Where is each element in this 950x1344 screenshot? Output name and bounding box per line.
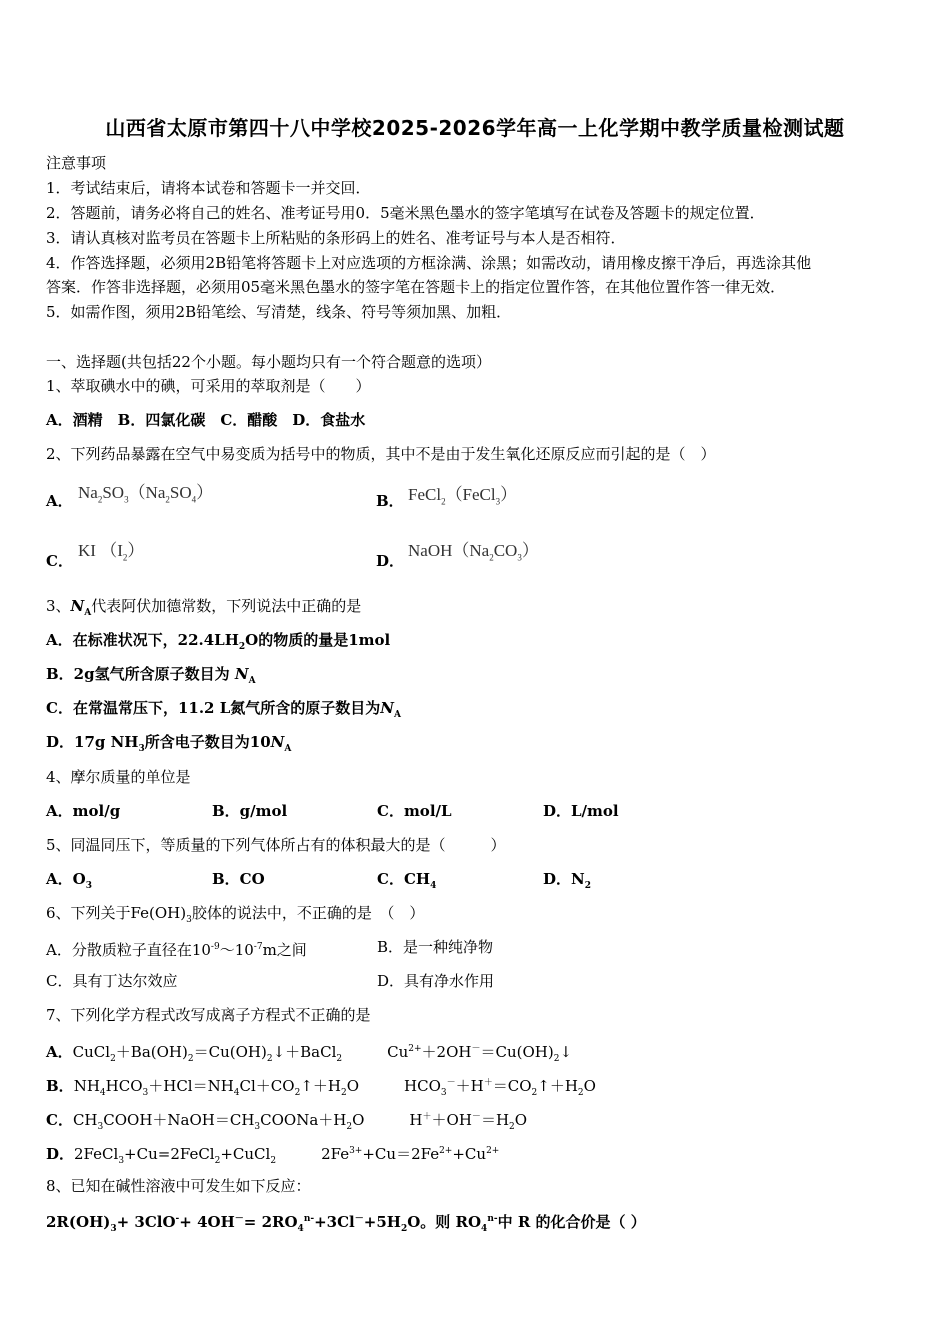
question-6-option-c: C．具有丁达尔效应: [46, 972, 178, 990]
notice-item: 答案．作答非选择题，必须用05毫米黑色墨水的签字笔在答题卡上的指定位置作答，在其他位置作答一律无效．: [46, 278, 786, 296]
notice-item: 2．答题前，请务必将自己的姓名、准考证号用0．5毫米黑色墨水的签字笔填写在试卷及答题卡的规定位置．: [46, 204, 765, 222]
notice-heading: 注意事项: [46, 154, 107, 172]
section-heading: 一、选择题(共包括22个小题。每小题均只有一个符合题意的选项）: [46, 353, 491, 371]
option-d-label: D．: [376, 552, 405, 570]
option-c-label: C．: [46, 552, 73, 570]
question-6-stem: 6、下列关于$Fe(OH)_3$胶体的说法中，不正确的是 （ ）: [46, 904, 425, 925]
option-b-label: B．: [376, 492, 404, 510]
question-5-option-c: C．$CH_4$: [377, 870, 437, 891]
question-8-equation: $2R(OH)_3+ 3ClO^-+ 4OH^-= 2RO_4^{n-}+3Cl^-+5H_2O$。则 $RO_4^{n-}$中 R 的化合价是（ ）: [46, 1213, 646, 1234]
question-3-option-a: A．在标准状况下，$22.4LH_2O$的物质的量是1mol: [46, 631, 391, 652]
question-5-stem: 5、同温同压下，等质量的下列气体所占有的体积最大的是（ ）: [46, 836, 506, 854]
question-8-stem: 8、已知在碱性溶液中可发生如下反应：: [46, 1177, 311, 1195]
question-4-option-c: C．mol/L: [377, 802, 452, 820]
question-3-option-b: B．2g氢气所含原子数目为 $N_A$: [46, 665, 256, 686]
question-6-option-a: A．分散质粒子直径在$10^{-9}\sim 10^{-7}m$之间: [46, 941, 307, 959]
question-1-stem: 1、萃取碘水中的碘，可采用的萃取剂是（ ）: [46, 377, 371, 395]
notice-item: 5．如需作图，须用2B铅笔绘、写清楚，线条、符号等须加黑、加粗．: [46, 303, 512, 321]
question-5-option-b: B．CO: [212, 870, 265, 888]
question-7-option-c: C．$CH_3COOH+NaOH=CH_3COONa+H_2O$ $H^++OH^-=H_2O$: [46, 1111, 528, 1132]
question-3-stem: 3、$N_A$代表阿伏加德常数，下列说法中正确的是: [46, 597, 362, 618]
question-2-stem: 2、下列药品暴露在空气中易变质为括号中的物质，其中不是由于发生氧化还原反应而引起的是（ ）: [46, 445, 716, 463]
question-4-option-b: B．g/mol: [212, 802, 288, 820]
question-5-option-d: D．$N_2$: [543, 870, 591, 891]
question-7-option-d: D．2FeCl$_3$+Cu=2FeCl$_2$+CuCl$_2$ $2Fe^{3+}+Cu=2Fe^{2+}+Cu^{2+}$: [46, 1145, 500, 1166]
question-1-options: A．酒精 B．四氯化碳 C．醋酸 D．食盐水: [46, 411, 366, 429]
page-title: 山西省太原市第四十八中学校2025-2026学年高一上化学期中教学质量检测试题: [105, 116, 845, 140]
notice-item: 4．作答选择题，必须用2B铅笔将答题卡上对应选项的方框涂满、涂黑；如需改动，请用橡皮擦干净后，再选涂其他: [46, 254, 812, 272]
question-3-option-c: C．在常温常压下，11.2 L氮气所含的原子数目为$N_A$: [46, 699, 401, 720]
question-6-option-d: D．具有净水作用: [377, 972, 495, 990]
question-6-option-b: B．是一种纯净物: [377, 938, 494, 956]
question-7-stem: 7、下列化学方程式改写成离子方程式不正确的是: [46, 1006, 371, 1024]
formula-c: KI $(I_2)$: [78, 541, 145, 563]
question-7-option-a: A．$CuCl_2+Ba(OH)_2=Cu(OH)_2↓+BaCl_2$ $Cu^{2+}+2OH^-=Cu(OH)_2↓$: [46, 1043, 573, 1064]
question-4-option-d: D．L/mol: [543, 802, 619, 820]
question-7-option-b: B．$NH_4HCO_3+HCl=NH_4Cl+CO_2↑+H_2O$ $HCO_3^-+H^+=CO_2↑+H_2O$: [46, 1077, 596, 1098]
notice-item: 1．考试结束后，请将本试卷和答题卡一并交回．: [46, 179, 371, 197]
question-3-option-d: D．17g $NH_3$所含电子数目为$10N_A$: [46, 733, 292, 754]
option-a-label: A．: [46, 492, 73, 510]
formula-a: $Na_2SO_3(Na_2SO_4)$: [78, 483, 214, 505]
question-4-option-a: A．mol/g: [46, 802, 121, 820]
formula-d: $NaOH(Na_2CO_3)$: [408, 541, 539, 563]
formula-b: FeCl$_2$（FeCl$_3$）: [408, 485, 518, 507]
question-4-stem: 4、摩尔质量的单位是: [46, 768, 191, 786]
notice-item: 3．请认真核对监考员在答题卡上所粘贴的条形码上的姓名、准考证号与本人是否相符．: [46, 229, 626, 247]
question-5-option-a: A．$O_3$: [46, 870, 92, 891]
